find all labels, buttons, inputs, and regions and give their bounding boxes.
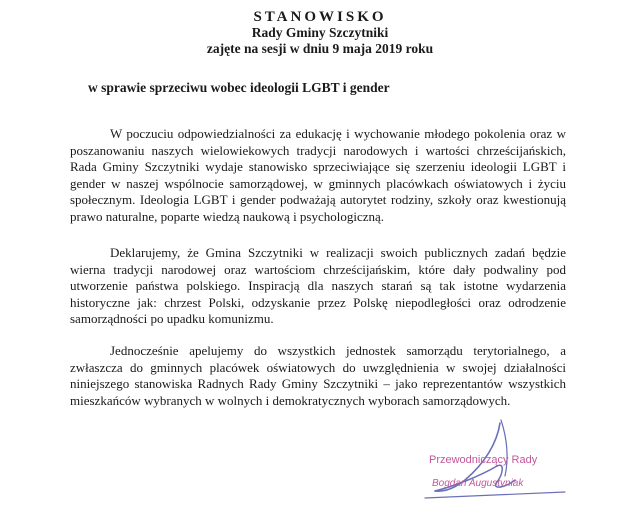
session-date: zajęte na sesji w dniu 9 maja 2019 roku [206,41,434,56]
paragraph-2: Deklarujemy, że Gmina Szczytniki w realizacji swoich publicznych zadań będzie wierna tradycji narodowej oraz wartościom chrześcijańskim, które dały podwaliny pod utworzenie państwa polskiego. Inspiracją dla naszych starań są tak istotne wydarzenia historyczne jak: chrzest Polski, odzyskanie przez Polskę niepodległości oraz odrodzenie samorządności po upadku komunizmu. [70,245,566,327]
document-title: STANOWISKO [253,9,387,25]
council-name: Rady Gminy Szczytniki [251,25,389,40]
paragraph-1: W poczuciu odpowiedzialności za edukację i wychowanie młodego pokolenia oraz w poszanowaniu naszych wielowiekowych tradycji narodowych i wartości chrześcijańskich, Rada Gminy Szczytniki wydaje stanowisko sprzeciwiające się szerzeniu ideologii LGBT i gender w naszej wspólnocie samorządowej, w gminnych placówkach oświatowych i życiu społecznym. Ideologia LGBT i gender podważają autorytet rodziny, szkoły oraz kwestionują prawo naturalne, poparte wiedzą naukową i psychologiczną. [70,126,566,224]
document-subject: w sprawie sprzeciwu wobec ideologii LGBT i gender [88,80,390,95]
paragraph-3: Jednocześnie apelujemy do wszystkich jednostek samorządu terytorialnego, a zwłaszcza do gminnych placówek oświatowych do uwzględnienia w swojej działalności niniejszego stanowiska Radnych Rady Gminy Szczytniki – jako reprezentantów wszystkich mieszkańców wybranych w wolnych i demokratycznych wyborach samorządowych. [70,343,566,408]
signatory-name: Bogdan Augustyniak [432,478,524,489]
document-header [0,9,640,57]
signatory-role: Przewodniczący Rady [429,454,538,466]
